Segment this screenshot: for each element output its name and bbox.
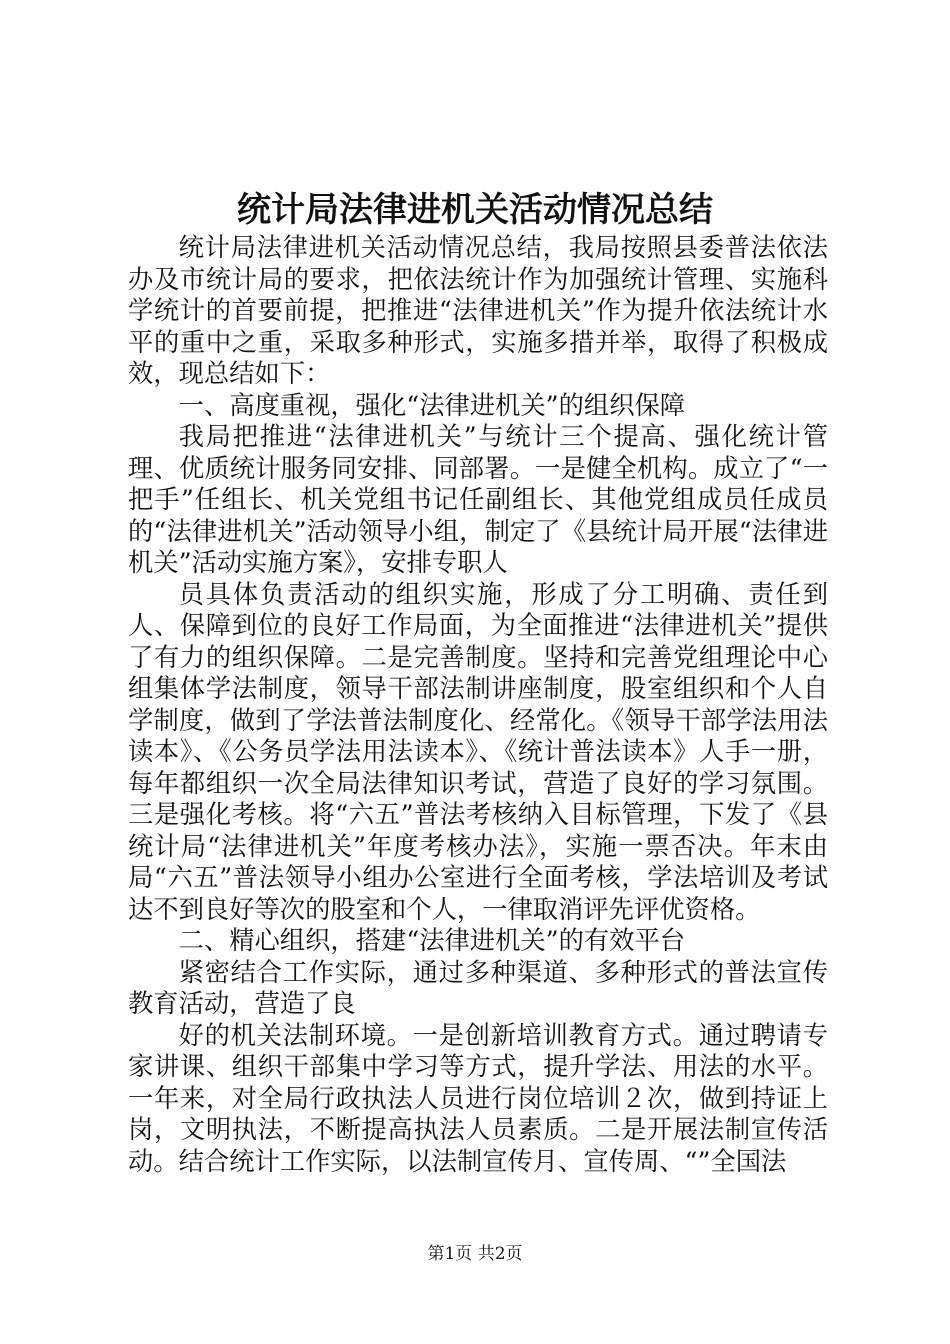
paragraph-section1-part2: 员具体负责活动的组织实施，形成了分工明确、责任到人、保障到位的良好工作局面，为全面推进“法律进机关”提供了有力的组织保障。二是完善制度。坚持和完善党组理论中心组集体学法制度，领导干部法制讲座制度，股室组织和个人自学制度，做到了学法普法制度化、经常化。《领导干部学法用法读本》、《公务员学法用法读本》、《统计普法读本》人手一册，每年都组织一次全局法律知识考试，营造了良好的学习氛围。三是强化考核。将“六五”普法考核纳入目标管理，下发了《县统计局“法律进机关”年度考核办法》，实施一票否决。年末由局“六五”普法领导小组办公室进行全面考核，学法培训及考试达不到良好等次的股室和个人，一律取消评先评优资格。 — [128, 579, 828, 924]
document-title: 统计局法律进机关活动情况总结 — [237, 190, 713, 230]
paragraph-section1-part1: 我局把推进“法律进机关”与统计三个提高、强化统计管理、优质统计服务同安排、同部署。一是健全机构。成立了“一把手”任组长、机关党组书记任副组长、其他党组成员任成员的“法律进机关”活动领导小组，制定了《县统计局开展“法律进机关”活动实施方案》，安排专职人 — [128, 422, 828, 577]
paragraph-intro: 统计局法律进机关活动情况总结，我局按照县委普法依法办及市统计局的要求，把依法统计作为加强统计管理、实施科学统计的首要前提，把推进“法律进机关”作为提升依法统计水平的重中之重，采取多种形式，实施多措并举，取得了积极成效，现总结如下： — [128, 233, 828, 388]
page-footer: 第1页 共2页 — [427, 1244, 523, 1264]
document-body — [128, 232, 828, 1177]
section-heading-2: 二、精心组织，搭建“法律进机关”的有效平台 — [178, 926, 686, 955]
section-heading-1: 一、高度重视，强化“法律进机关”的组织保障 — [178, 390, 686, 420]
paragraph-section2-part1: 紧密结合工作实际，通过多种渠道、多种形式的普法宣传教育活动，营造了良 — [128, 957, 828, 1018]
paragraph-section2-part2: 好的机关法制环境。一是创新培训教育方式。通过聘请专家讲课、组织干部集中学习等方式，提升学法、用法的水平。一年来，对全局行政执法人员进行岗位培训２次，做到持证上岗，文明执法，不断提高执法人员素质。二是开展法制宣传活动。结合统计工作实际，以法制宣传月、宣传周、“”全国法 — [128, 1020, 828, 1176]
